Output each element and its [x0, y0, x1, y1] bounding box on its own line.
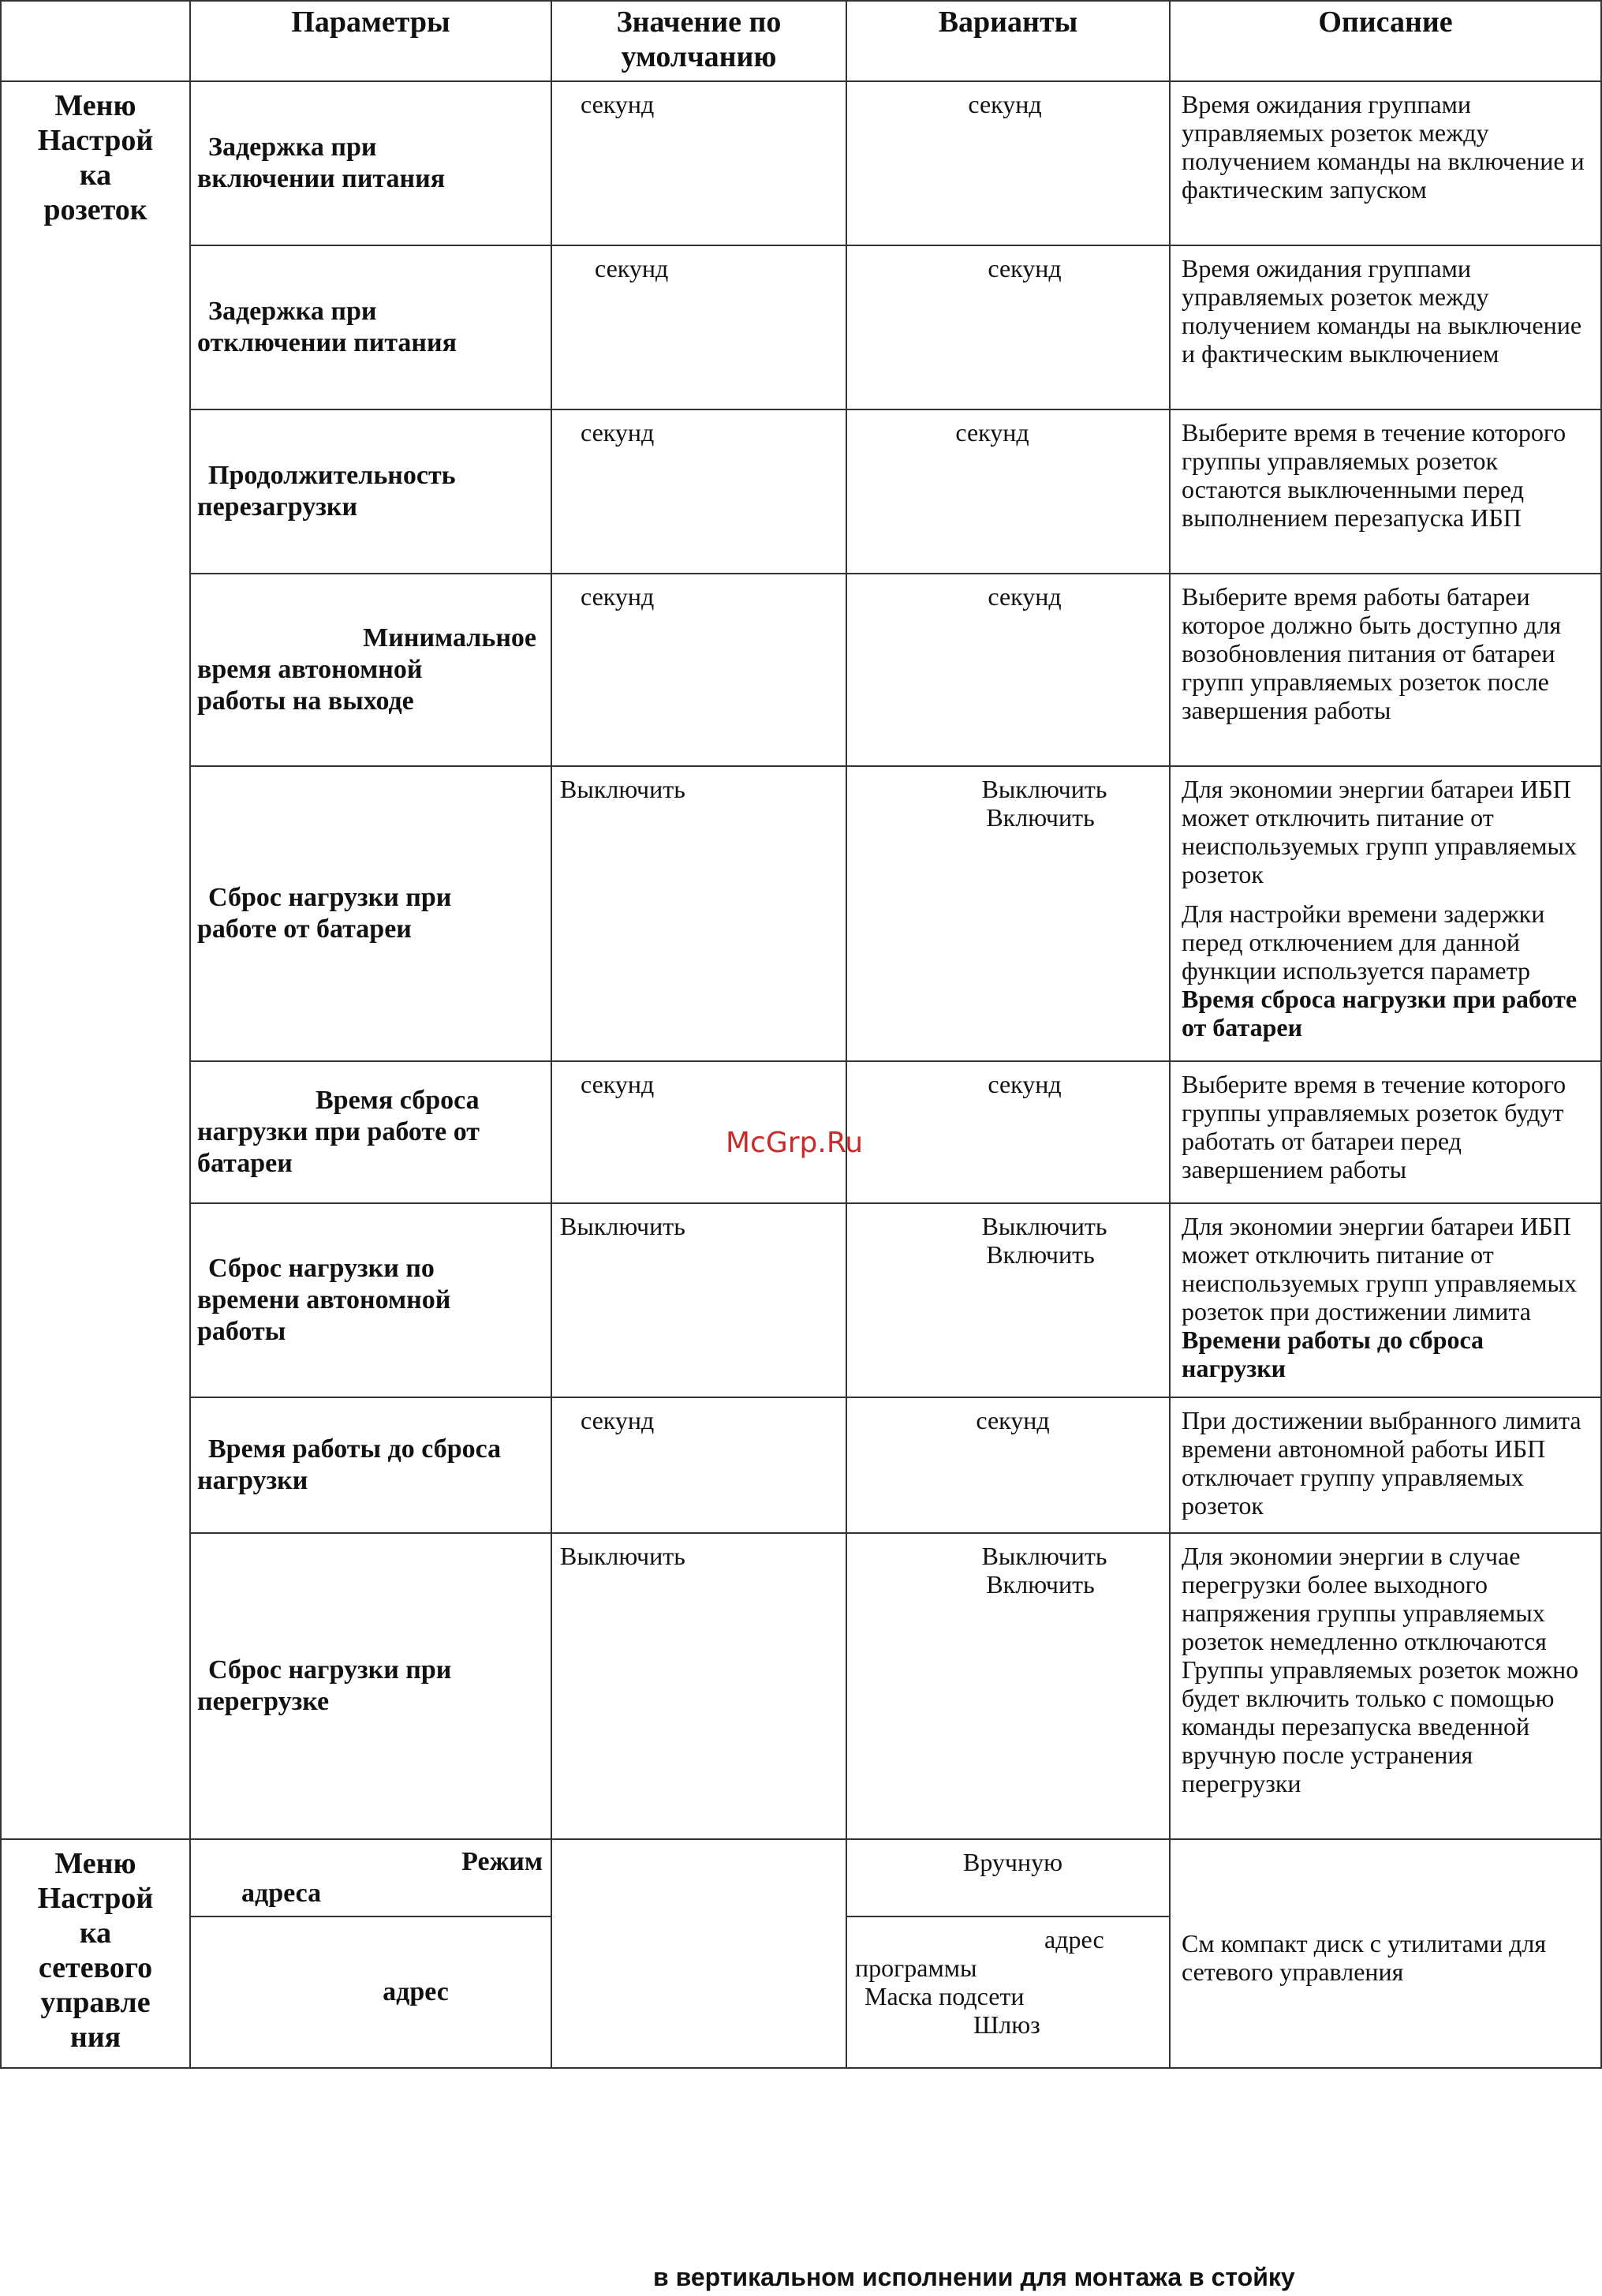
section-label-line: сетевого: [38, 1951, 153, 1984]
description: [1170, 1203, 1601, 1397]
section-label-line: Меню: [54, 1847, 136, 1880]
param-line: батареи: [197, 1149, 293, 1178]
table-row: [1, 1397, 1601, 1533]
param-battery-shed-time: [190, 1061, 551, 1203]
section-label-line: Настрой: [37, 124, 154, 157]
section-label-line: розеток: [43, 193, 148, 226]
option-line: секунд: [988, 1070, 1062, 1098]
param-line: Время работы до сброса: [208, 1434, 502, 1464]
description-paragraph: [1182, 899, 1593, 1041]
section-network-menu: [1, 1839, 190, 2068]
section-label-line: Настрой: [37, 1882, 154, 1915]
param-line: Минимальное: [363, 623, 536, 653]
description: Время ожидания группами управляемых розеток между получением команды на выключение и фактическим выключением: [1170, 245, 1601, 409]
param-power-off-delay: [190, 245, 551, 409]
header-options: Варианты: [846, 1, 1170, 81]
param-line: нагрузки: [197, 1466, 308, 1495]
option-line: Включить: [986, 1570, 1095, 1599]
default-value: Выключить: [551, 1533, 846, 1839]
param-line: включении питания: [197, 164, 446, 193]
param-runtime-load-shed: [190, 1203, 551, 1397]
options-value: [846, 245, 1170, 409]
param-line: Режим: [461, 1847, 543, 1876]
option-line: секунд: [955, 418, 1029, 447]
param-address-mode: [190, 1839, 551, 1916]
param-runtime-until-shed: [190, 1397, 551, 1533]
table-row: [1, 1533, 1601, 1839]
section-label-line: ка: [79, 1916, 112, 1950]
option-line: Включить: [986, 1240, 1095, 1269]
header-sections: [1, 1, 190, 81]
description-paragraph: Для экономии энергии батареи ИБП может отключить питание от неиспользуемых групп управляемых розеток: [1182, 775, 1578, 888]
param-line: адреса: [241, 1879, 322, 1908]
table-row: [1, 766, 1601, 1061]
option-line: секунд: [968, 90, 1042, 118]
section-label-line: ния: [69, 2021, 121, 2054]
option-line: Шлюз: [973, 2010, 1040, 2039]
default-value: Выключить: [551, 1203, 846, 1397]
options-value: [846, 1061, 1170, 1203]
description-bold: Время сброса нагрузки при работе от батареи: [1182, 985, 1578, 1041]
description: Время ожидания группами управляемых розеток между получением команды на включение и фактическим запуском: [1170, 81, 1601, 245]
options-value: [846, 1203, 1170, 1397]
description: При достижении выбранного лимита времени автономной работы ИБП отключает группу управляемых розеток: [1170, 1397, 1601, 1533]
description: [1170, 766, 1601, 1061]
param-line: Задержка при: [208, 297, 377, 326]
option-line: секунд: [988, 582, 1062, 611]
header-description: Описание: [1170, 1, 1601, 81]
watermark: McGrp.Ru: [726, 1127, 864, 1159]
section-outlet-menu: [1, 81, 190, 1839]
param-line: перегрузке: [197, 1687, 330, 1716]
default-value: секунд: [551, 81, 846, 245]
options-value: [846, 1397, 1170, 1533]
param-battery-load-shed: [190, 766, 551, 1061]
param-overload-load-shed: [190, 1533, 551, 1839]
page-footer: в вертикальном исполнении для монтажа в стойку: [653, 2263, 1295, 2291]
param-line: перезагрузки: [197, 492, 358, 522]
options-value: [846, 766, 1170, 1061]
header-params: Параметры: [190, 1, 551, 81]
header-default: [551, 1, 846, 81]
description: Выберите время в течение которого группы управляемых розеток остаются выключенными перед выполнением перезапуска ИБП: [1170, 409, 1601, 574]
description-bold: Времени работы до сброса нагрузки: [1182, 1326, 1484, 1382]
description-text: Для настройки времени задержки перед отключением для данной функции используется параметр: [1182, 899, 1545, 985]
table-row: [1, 81, 1601, 245]
section-label-line: управле: [40, 1986, 151, 2019]
default-value: секунд: [551, 1397, 846, 1533]
default-value: секунд: [551, 1061, 846, 1203]
table-row: [1, 1203, 1601, 1397]
description-text: Для экономии энергии батареи ИБП может отключить питание от неиспользуемых групп управляемых розеток при достижении лимита: [1182, 1212, 1578, 1326]
option-line: Выключить: [981, 775, 1107, 803]
option-line: секунд: [976, 1406, 1050, 1434]
table-row: [1, 574, 1601, 766]
table-header-row: [1, 1, 1601, 81]
default-value: секунд: [551, 245, 846, 409]
param-line: Время сброса: [316, 1086, 480, 1115]
param-line: Сброс нагрузки по: [208, 1254, 435, 1283]
description-network: См компакт диск с утилитами для сетевого управления: [1170, 1839, 1601, 2068]
options-value: [846, 1916, 1170, 2068]
header-default-l2: умолчанию: [621, 40, 777, 73]
table-row: [1, 1839, 1601, 1916]
table-row: [1, 245, 1601, 409]
param-line: времени автономной: [197, 1285, 451, 1314]
param-line: Сброс нагрузки при: [208, 1655, 452, 1685]
param-line: работы: [197, 1317, 286, 1346]
param-line: нагрузки при работе от: [197, 1117, 480, 1146]
options-value: [846, 409, 1170, 574]
param-line: Задержка при: [208, 133, 377, 162]
option-line: Выключить: [981, 1542, 1107, 1570]
param-min-runtime: [190, 574, 551, 766]
param-power-on-delay: [190, 81, 551, 245]
description: Выберите время работы батареи которое должно быть доступно для возобновления питания от батареи групп управляемых розеток после завершения работы: [1170, 574, 1601, 766]
options-value: [846, 574, 1170, 766]
options-value: [846, 1533, 1170, 1839]
default-value: секунд: [551, 409, 846, 574]
param-line: Продолжительность: [208, 461, 456, 490]
param-line: работе от батареи: [197, 914, 412, 944]
param-line: Сброс нагрузки при: [208, 883, 452, 912]
default-value-network: [551, 1839, 846, 2068]
option-line: Включить: [986, 803, 1095, 832]
option-line: Выключить: [981, 1212, 1107, 1240]
description: Для экономии энергии в случае перегрузки более выходного напряжения группы управляемых розеток немедленно отключаются Группы управляемых розеток можно будет включить только с помощью команды перезапуска введенной вручную после устранения перегрузки: [1170, 1533, 1601, 1839]
header-default-l1: Значение по: [616, 6, 782, 39]
section-label-line: ка: [79, 159, 112, 192]
option-line: программы: [855, 1954, 977, 1982]
section-label-line: Меню: [54, 89, 136, 122]
options-value: Вручную: [846, 1839, 1170, 1916]
option-line: Маска подсети: [864, 1982, 1025, 2010]
param-line: время автономной: [197, 655, 423, 684]
default-value: Выключить: [551, 766, 846, 1061]
table-row: [1, 409, 1601, 574]
option-line: секунд: [988, 254, 1062, 282]
options-value: [846, 81, 1170, 245]
param-reboot-duration: [190, 409, 551, 574]
param-address: адрес: [190, 1916, 551, 2068]
option-line: адрес: [1044, 1925, 1104, 1954]
param-line: работы на выходе: [197, 686, 414, 716]
param-line: отключении питания: [197, 328, 457, 357]
description: Выберите время в течение которого группы управляемых розеток будут работать от батареи перед завершением работы: [1170, 1061, 1601, 1203]
default-value: секунд: [551, 574, 846, 766]
